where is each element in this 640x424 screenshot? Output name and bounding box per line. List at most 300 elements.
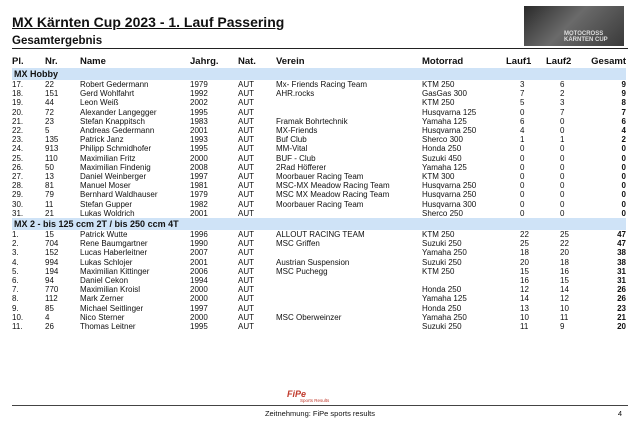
table-cell <box>276 98 422 107</box>
table-cell: 47 <box>617 239 626 249</box>
table-cell: Yamaha 250 <box>422 248 467 258</box>
table-cell: 22. <box>12 126 24 136</box>
table-row <box>12 285 626 294</box>
table-cell: 1. <box>12 230 19 240</box>
table-cell: 9 <box>621 89 626 99</box>
table-row <box>12 181 626 190</box>
table-cell: AUT <box>238 322 254 332</box>
logo-text: MOTOCROSS KÄRNTEN CUP <box>564 31 608 43</box>
table-cell: AUT <box>238 98 254 108</box>
table-cell: 3 <box>560 98 565 108</box>
table-cell: Bernhard Waldhauser <box>80 190 158 200</box>
page-title: MX Kärnten Cup 2023 - 1. Lauf Passering <box>12 14 285 30</box>
table-cell <box>276 209 422 218</box>
table-cell <box>422 276 506 285</box>
table-cell: Husqvarna 250 <box>422 190 477 200</box>
table-row <box>12 313 626 322</box>
table-cell <box>276 276 422 285</box>
table-cell: 2000 <box>190 294 208 304</box>
table-row <box>12 144 626 153</box>
table-cell: 0 <box>621 208 626 218</box>
table-cell: Maximilian Fritz <box>80 153 136 163</box>
table-row <box>12 117 626 126</box>
table-cell: 15 <box>520 266 529 276</box>
table-cell: 81 <box>45 181 54 191</box>
table-cell: 0 <box>520 153 525 163</box>
table-header-row <box>12 54 626 68</box>
table-cell: 11. <box>12 322 23 332</box>
table-cell: Suzuki 250 <box>422 239 462 249</box>
table-row <box>12 154 626 163</box>
table-cell: 26 <box>617 294 626 304</box>
table-cell: Alexander Langegger <box>80 107 157 117</box>
table-cell: Yamaha 125 <box>422 294 467 304</box>
table-cell: 0 <box>520 162 525 172</box>
table-cell: Lukas Schlojer <box>80 257 133 267</box>
table-cell: 1997 <box>190 172 208 182</box>
table-cell: 31 <box>617 276 626 286</box>
table-cell: 0 <box>520 181 525 191</box>
table-cell: AUT <box>238 208 254 218</box>
table-cell: 1992 <box>190 89 208 99</box>
table-cell: KTM 300 <box>422 172 455 182</box>
table-cell: AUT <box>238 303 254 313</box>
table-cell: 3 <box>520 80 525 89</box>
table-cell: 0 <box>621 172 626 182</box>
table-cell: 1983 <box>190 116 208 126</box>
table-cell: AUT <box>238 172 254 182</box>
table-cell: AUT <box>238 276 254 286</box>
table-cell: 0 <box>560 172 565 182</box>
table-cell: 10. <box>12 312 24 322</box>
table-cell: 4 <box>520 126 525 136</box>
table-cell: 79 <box>45 190 54 200</box>
table-cell: 23 <box>45 116 54 126</box>
table-cell: 770 <box>45 285 59 295</box>
table-cell: Maximilian Kroisl <box>80 285 141 295</box>
table-cell: 94 <box>45 276 54 286</box>
table-cell: Nico Sterner <box>80 312 125 322</box>
event-logo <box>524 6 624 46</box>
table-cell: MX-Friends <box>276 126 318 136</box>
table-row <box>12 258 626 267</box>
table-row <box>12 126 626 135</box>
table-cell: Framak Bohrtechnik <box>276 116 348 126</box>
table-cell: 2. <box>12 239 19 249</box>
table-cell <box>276 304 422 313</box>
table-cell: AUT <box>238 162 254 172</box>
table-cell: AUT <box>238 126 254 136</box>
table-cell: 0 <box>560 190 565 200</box>
table-cell: 13 <box>45 172 54 182</box>
table-cell: 12 <box>560 294 569 304</box>
table-cell: 25 <box>560 230 569 240</box>
table-cell: 4 <box>621 126 626 136</box>
table-cell: 0 <box>520 172 525 182</box>
table-cell: 17. <box>12 80 24 89</box>
table-cell: GasGas 300 <box>422 89 467 99</box>
table-cell: 11 <box>520 322 529 332</box>
table-cell: KTM 250 <box>422 230 455 240</box>
table-cell: Suzuki 250 <box>422 257 462 267</box>
page-number: 4 <box>617 409 622 418</box>
table-cell: AUT <box>238 199 254 209</box>
table-cell: 1981 <box>190 181 208 191</box>
column-header: Verein <box>276 55 305 67</box>
table-row <box>12 239 626 248</box>
table-cell: Husqvarna 300 <box>422 199 477 209</box>
table-cell: 26. <box>12 162 24 172</box>
table-row <box>12 276 626 285</box>
table-cell: 2002 <box>190 98 208 108</box>
table-cell: 38 <box>617 257 626 267</box>
table-cell: 16 <box>560 266 569 276</box>
table-cell: 21. <box>12 116 24 126</box>
table-cell: AUT <box>238 116 254 126</box>
table-cell: 7 <box>621 107 626 117</box>
table-cell: 2001 <box>190 257 208 267</box>
table-cell: Mark Zerner <box>80 294 124 304</box>
table-cell: 1979 <box>190 80 208 89</box>
column-header: Lauf1 <box>506 55 532 67</box>
table-cell: 22 <box>560 239 569 249</box>
table-cell: 0 <box>560 208 565 218</box>
results-table <box>12 54 626 331</box>
table-cell: Husqvarna 250 <box>422 126 477 136</box>
table-cell: 0 <box>560 181 565 191</box>
table-cell: 20 <box>520 257 529 267</box>
table-cell <box>276 108 422 117</box>
table-cell: KTM 250 <box>422 80 455 89</box>
table-cell: 85 <box>45 303 54 313</box>
table-cell: 1990 <box>190 239 208 249</box>
table-cell: 18 <box>520 248 529 258</box>
table-cell: 152 <box>45 248 59 258</box>
table-cell: 6 <box>621 116 626 126</box>
table-cell: KTM 250 <box>422 266 455 276</box>
table-row <box>12 172 626 181</box>
table-cell: 8. <box>12 294 19 304</box>
table-cell: 20 <box>617 322 626 332</box>
table-cell: KTM 250 <box>422 98 455 108</box>
table-cell: MM-Vital <box>276 144 308 154</box>
table-cell: 151 <box>45 89 59 99</box>
table-cell: 0 <box>621 144 626 154</box>
table-cell: AUT <box>238 107 254 117</box>
table-cell: Austrian Suspension <box>276 257 350 267</box>
table-cell: 22 <box>45 80 54 89</box>
table-cell: 16 <box>520 276 529 286</box>
table-row <box>12 190 626 199</box>
table-cell: Lucas Haberleitner <box>80 248 148 258</box>
table-cell: 2001 <box>190 208 208 218</box>
table-cell: 7 <box>560 107 565 117</box>
table-cell: 9 <box>560 322 565 332</box>
table-cell: 112 <box>45 294 58 304</box>
column-header: Nr. <box>45 55 58 67</box>
table-cell: 26 <box>617 285 626 295</box>
table-cell: 38 <box>617 248 626 258</box>
table-cell: 21 <box>617 312 626 322</box>
table-cell: 18 <box>560 257 569 267</box>
table-cell: 4. <box>12 257 19 267</box>
table-cell: 10 <box>560 303 569 313</box>
table-cell: 9. <box>12 303 19 313</box>
section-header-row <box>12 218 626 230</box>
table-cell: 1982 <box>190 199 208 209</box>
table-cell: AUT <box>238 294 254 304</box>
table-cell: 23. <box>12 135 24 145</box>
table-cell: Yamaha 250 <box>422 312 467 322</box>
table-cell: 0 <box>621 181 626 191</box>
table-cell: 15 <box>45 230 54 240</box>
table-cell: MSC Oberweinzer <box>276 312 342 322</box>
table-cell: MSC Griffen <box>276 239 320 249</box>
table-cell: AUT <box>238 257 254 267</box>
table-cell: 72 <box>45 107 54 117</box>
column-header: Motorrad <box>422 55 464 67</box>
table-cell: 194 <box>45 266 59 276</box>
table-cell: 1993 <box>190 135 208 145</box>
table-cell: 994 <box>45 257 59 267</box>
table-row <box>12 248 626 257</box>
table-cell: AUT <box>238 135 254 145</box>
column-header: Pl. <box>12 55 24 67</box>
table-cell: 9 <box>621 80 626 89</box>
table-cell: AUT <box>238 285 254 295</box>
table-cell: 1997 <box>190 303 208 313</box>
table-cell: 19. <box>12 98 24 108</box>
table-cell: Mx- Friends Racing Team <box>276 80 367 89</box>
table-cell: 25. <box>12 153 24 163</box>
table-cell: 4 <box>45 312 50 322</box>
table-cell: 1995 <box>190 322 208 332</box>
table-cell: 2000 <box>190 312 208 322</box>
table-cell: 110 <box>45 153 58 163</box>
table-cell: Suzuki 250 <box>422 322 462 332</box>
table-cell: Michael Seitlinger <box>80 303 144 313</box>
table-cell: 913 <box>45 144 59 154</box>
table-cell: 20 <box>560 248 569 258</box>
table-row <box>12 322 626 331</box>
table-cell: 20. <box>12 107 24 117</box>
table-cell: Honda 250 <box>422 303 462 313</box>
table-cell: 135 <box>45 135 59 145</box>
table-row <box>12 80 626 89</box>
table-cell: Yamaha 125 <box>422 162 467 172</box>
table-cell: Moorbauer Racing Team <box>276 199 364 209</box>
table-cell: 0 <box>520 190 525 200</box>
table-cell: Maximilian Findenig <box>80 162 151 172</box>
table-cell: 0 <box>621 153 626 163</box>
table-cell: 7. <box>12 285 19 295</box>
table-row <box>12 98 626 107</box>
table-cell: Husqvarna 250 <box>422 181 477 191</box>
table-cell: AUT <box>238 230 254 240</box>
table-cell: 2007 <box>190 248 208 258</box>
table-cell: 1979 <box>190 190 208 200</box>
table-cell: 2001 <box>190 126 208 136</box>
table-cell: 6 <box>560 80 565 89</box>
table-cell: Lukas Woldrich <box>80 208 135 218</box>
table-cell: 704 <box>45 239 59 249</box>
table-cell: Husqvarna 125 <box>422 107 477 117</box>
table-cell: 47 <box>617 230 626 240</box>
table-row <box>12 200 626 209</box>
table-cell: 2 <box>621 135 626 145</box>
table-cell: 1996 <box>190 230 208 240</box>
table-cell: 0 <box>621 162 626 172</box>
column-header: Jahrg. <box>190 55 219 67</box>
table-cell: BUF - Club <box>276 153 316 163</box>
table-cell: Yamaha 125 <box>422 116 467 126</box>
section-title: MX Hobby <box>12 68 626 80</box>
header-divider <box>12 48 628 49</box>
table-cell: AHR.rocks <box>276 89 315 99</box>
table-cell: AUT <box>238 239 254 249</box>
section-title: MX 2 - bis 125 ccm 2T / bis 250 ccm 4T <box>12 218 626 230</box>
table-cell: Stefan Knappitsch <box>80 116 145 126</box>
table-cell: AUT <box>238 312 254 322</box>
table-cell: 1995 <box>190 107 208 117</box>
table-cell: 12 <box>520 285 529 295</box>
table-row <box>12 267 626 276</box>
table-cell: Honda 250 <box>422 285 462 295</box>
table-cell <box>276 322 422 331</box>
table-cell: 1 <box>520 135 525 145</box>
table-cell: 5. <box>12 266 19 276</box>
table-cell: Patrick Wutte <box>80 230 128 240</box>
table-cell: Leon Weiß <box>80 98 119 108</box>
table-cell: Manuel Moser <box>80 181 131 191</box>
table-cell: 21 <box>45 208 54 218</box>
table-row <box>12 230 626 239</box>
table-cell <box>276 248 422 257</box>
table-cell: 0 <box>560 126 565 136</box>
table-cell: 2008 <box>190 162 208 172</box>
table-cell: 27. <box>12 172 24 182</box>
table-cell: 44 <box>45 98 54 108</box>
table-cell: Robert Gedermann <box>80 80 149 89</box>
table-cell: MSC Puchegg <box>276 266 328 276</box>
table-cell: 0 <box>520 208 525 218</box>
table-row <box>12 108 626 117</box>
table-cell: MSC-MX Meadow Racing Team <box>276 181 390 191</box>
table-cell: 0 <box>621 190 626 200</box>
table-cell: 2Rad Höfferer <box>276 162 327 172</box>
table-cell: 0 <box>520 107 525 117</box>
table-cell: Daniel Weinberger <box>80 172 147 182</box>
table-row <box>12 304 626 313</box>
table-cell: 50 <box>45 162 54 172</box>
table-cell: Stefan Gupper <box>80 199 133 209</box>
fipe-logo-sub: Sports Results <box>300 398 330 403</box>
table-cell: 31. <box>12 208 24 218</box>
table-row <box>12 209 626 218</box>
table-cell: 0 <box>560 162 565 172</box>
table-cell: 1995 <box>190 144 208 154</box>
table-cell: 3. <box>12 248 19 258</box>
table-cell: 24. <box>12 144 24 154</box>
table-cell: Maximilian Kittinger <box>80 266 150 276</box>
column-header: Gesamt <box>591 55 626 67</box>
table-cell: Honda 250 <box>422 144 462 154</box>
table-cell: 28. <box>12 181 24 191</box>
table-cell: AUT <box>238 190 254 200</box>
table-cell: Sherco 300 <box>422 135 463 145</box>
table-cell: 2000 <box>190 153 208 163</box>
fipe-logo: FiPe <box>287 389 307 399</box>
table-cell: Buf Club <box>276 135 307 145</box>
table-cell <box>276 285 422 294</box>
table-cell: 0 <box>621 199 626 209</box>
section-header-row <box>12 68 626 80</box>
table-cell: 1 <box>560 135 565 145</box>
table-cell: 31 <box>617 266 626 276</box>
table-cell: 10 <box>520 312 529 322</box>
table-cell: 8 <box>621 98 626 108</box>
table-cell: 23 <box>617 303 626 313</box>
table-cell: AUT <box>238 181 254 191</box>
table-cell: Gerd Wohlfahrt <box>80 89 135 99</box>
table-cell: ALLOUT RACING TEAM <box>276 230 365 240</box>
table-cell: Moorbauer Racing Team <box>276 172 364 182</box>
table-row <box>12 89 626 98</box>
table-cell: Thomas Leitner <box>80 322 136 332</box>
table-cell: 2006 <box>190 266 208 276</box>
table-cell: AUT <box>238 248 254 258</box>
table-cell: 0 <box>560 199 565 209</box>
table-cell: 7 <box>520 89 525 99</box>
table-cell: 22 <box>520 230 529 240</box>
table-cell: Rene Baumgartner <box>80 239 148 249</box>
table-cell: 15 <box>560 276 569 286</box>
table-row <box>12 294 626 303</box>
table-cell: 26 <box>45 322 54 332</box>
table-cell: Patrick Janz <box>80 135 124 145</box>
column-header: Nat. <box>238 55 256 67</box>
table-cell: 0 <box>520 199 525 209</box>
table-cell: AUT <box>238 144 254 154</box>
table-cell: Daniel Cekon <box>80 276 129 286</box>
table-cell: 25 <box>520 239 529 249</box>
table-cell: 14 <box>520 294 529 304</box>
table-cell: 14 <box>560 285 569 295</box>
footer-text: Zeitnehmung: FiPe sports results <box>264 409 376 418</box>
page-subtitle: Gesamtergebnis <box>12 35 103 47</box>
table-cell: 11 <box>45 199 54 209</box>
table-cell: Andreas Gedermann <box>80 126 155 136</box>
table-cell <box>276 294 422 303</box>
column-header: Name <box>80 55 106 67</box>
table-cell: 6. <box>12 276 19 286</box>
table-cell: 2000 <box>190 285 208 295</box>
table-row <box>12 135 626 144</box>
table-cell: 2 <box>560 89 565 99</box>
table-cell: 0 <box>560 116 565 126</box>
table-cell: MSC MX Meadow Racing Team <box>276 190 390 200</box>
table-cell: Suzuki 450 <box>422 153 462 163</box>
table-cell: 0 <box>560 153 565 163</box>
table-cell: Sherco 250 <box>422 208 463 218</box>
table-cell: 5 <box>45 126 50 136</box>
table-cell: AUT <box>238 80 254 89</box>
column-header: Lauf2 <box>546 55 572 67</box>
table-row <box>12 163 626 172</box>
table-cell: 30. <box>12 199 24 209</box>
table-cell: 11 <box>560 312 569 322</box>
table-cell: 1994 <box>190 276 208 286</box>
